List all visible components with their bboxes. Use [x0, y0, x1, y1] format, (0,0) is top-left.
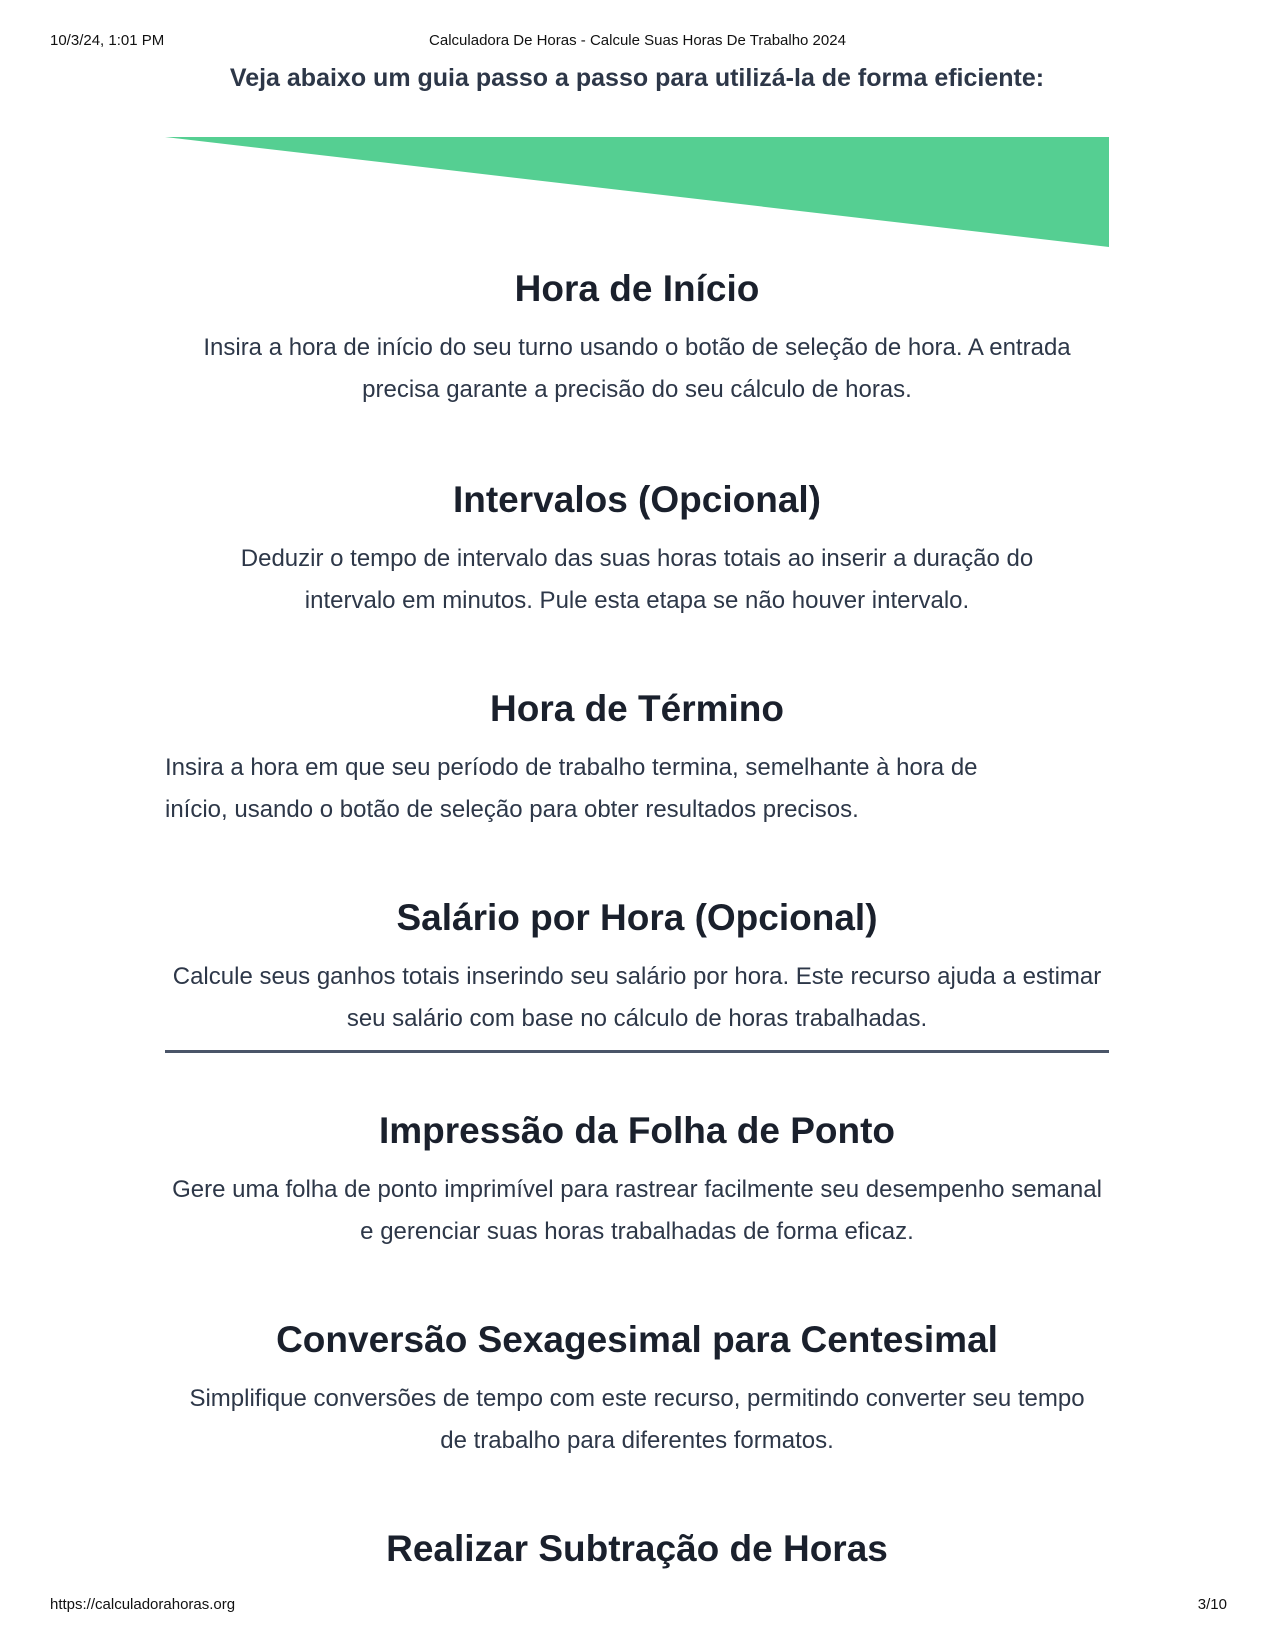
section-text: Insira a hora de início do seu turno usando o botão de seleção de hora. A entrada precisa garante a precisão do seu cálculo de horas. [203, 334, 1071, 403]
section-hora-termino [165, 685, 1109, 831]
print-header [0, 32, 1275, 52]
section-divider-line [165, 1050, 1109, 1053]
section-subtracao [165, 1525, 1109, 1573]
section-text: Gere uma folha de ponto imprimível para rastrear facilmente seu desempenho semanal e gerenciar suas horas trabalhadas de forma eficaz. [172, 1176, 1102, 1245]
section-impressao-folha [165, 1107, 1109, 1253]
print-date: 10/3/24, 1:01 PM [50, 32, 165, 49]
green-wedge-divider [165, 137, 1109, 247]
section-heading: Impressão da Folha de Ponto [378, 1110, 896, 1151]
section-text: Simplifique conversões de tempo com este recurso, permitindo converter seu tempo de trabalho para diferentes formatos. [189, 1385, 1085, 1454]
print-document-title: Calculadora De Horas - Calcule Suas Horas De Trabalho 2024 [429, 32, 846, 49]
section-conversao [165, 1316, 1109, 1462]
section-heading: Conversão Sexagesimal para Centesimal [276, 1319, 998, 1360]
section-heading: Hora de Término [490, 688, 784, 729]
section-heading: Salário por Hora (Opcional) [396, 897, 878, 938]
section-hora-inicio [165, 265, 1109, 411]
green-wedge-shape [165, 137, 1109, 247]
print-footer [0, 1596, 1275, 1616]
intro-text: Veja abaixo um guia passo a passo para utilizá-la de forma eficiente: [229, 64, 1045, 92]
section-salario-hora [165, 894, 1109, 1040]
section-text: Insira a hora em que seu período de trabalho termina, semelhante à hora de início, usando o botão de seleção para obter resultados precisos. [165, 754, 978, 823]
print-url: https://calculadorahoras.org [50, 1596, 236, 1613]
section-text: Deduzir o tempo de intervalo das suas horas totais ao inserir a duração do intervalo em minutos. Pule esta etapa se não houver intervalo. [240, 545, 1034, 614]
section-heading: Realizar Subtração de Horas [386, 1528, 888, 1569]
section-heading: Hora de Início [514, 268, 760, 309]
page-number: 3/10 [1197, 1596, 1227, 1613]
section-intervalos [165, 476, 1109, 622]
section-text: Calcule seus ganhos totais inserindo seu salário por hora. Este recurso ajuda a estimar seu salário com base no cálculo de horas trabalhadas. [172, 963, 1102, 1032]
section-heading: Intervalos (Opcional) [452, 479, 821, 520]
